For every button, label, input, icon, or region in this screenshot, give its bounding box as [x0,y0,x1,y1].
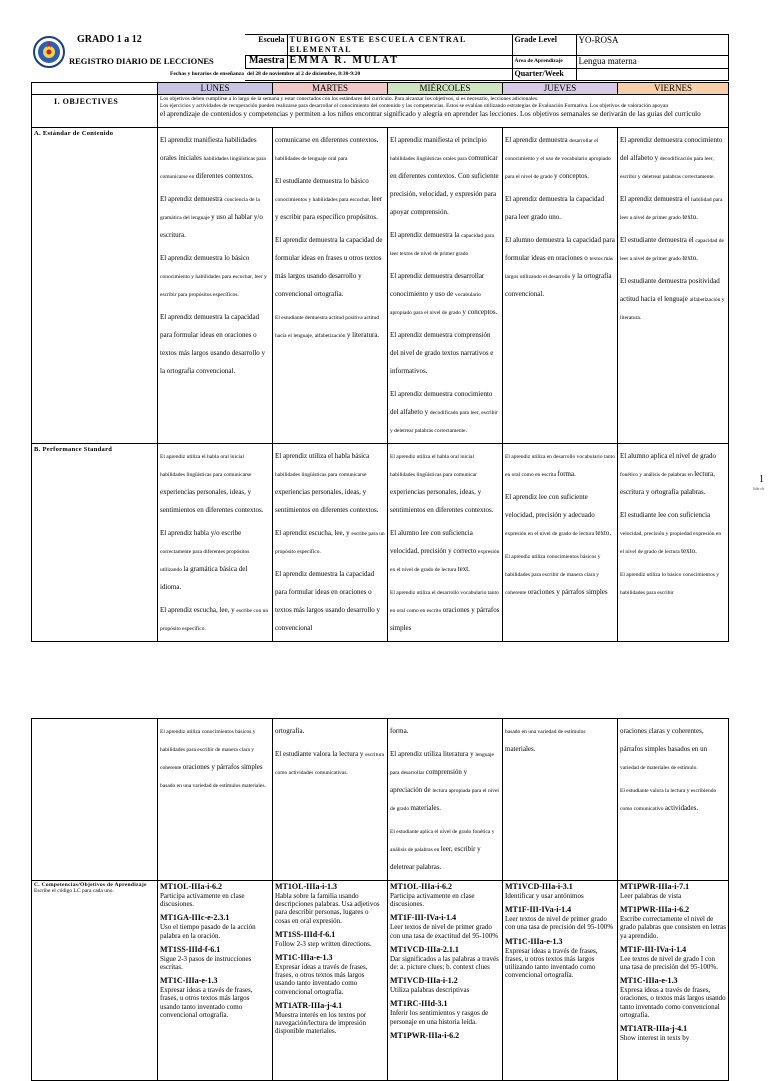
competency-text: Expresar ideas a través de frases, frases, u otros textos más largos utilizando tanto inventado como convencional ortografía. [505,946,598,980]
standard-text: lectura apropiada para el nivel de grado [390,788,499,812]
standard-paragraph [390,820,500,874]
cont-miercoles [388,719,503,881]
competency-item [620,945,726,971]
competency-item [160,913,270,939]
competency-text: Dar significados a las palabras a través de: a. picture clues; b. context clues [390,954,499,972]
standard-text: y literatura. [346,331,380,339]
standard-text: El aprendiz utiliza el habla oral inicial habilidades lingüísticas para comunicar [390,454,477,478]
competency-text: Habla sobre la familia usando descripciones palabras. Usa adjetivos para describir personas, lugares o cosas en oral expresión. [275,892,380,925]
standard-text: conciencia de la gramática del lenguaje [160,197,260,221]
standard-text: El alumno lee con suficiencia velocidad, precisión y correcto [390,529,479,555]
competency-code: MT1F-III-IVa-i-1.4 [620,944,687,954]
standard-text: comunicar en diferentes contextos. Con suficiente precisión, velocidad, y expresión para apoyar comprensión. [390,154,499,216]
competency-code: MT1SS-IIId-f-6.1 [275,929,336,939]
competency-code: MT1ATR-IIIa-j-4.1 [620,1024,688,1034]
standard-paragraph [275,445,385,517]
standard-text: leer, escribir y deletrear palabras. [390,845,481,871]
competency-item [275,882,385,925]
standard-text: El estudiante demuestra actitud positiva actitud hacia el lenguaje, alfabetización [275,315,380,339]
standard-text: El aprendiz demuestra desarrollar conocimiento y uso de [390,272,485,298]
standard-text: comprensión y apreciación de [390,768,468,794]
competency-item [390,945,500,971]
competency-code: MT1RC-IIId-3.1 [390,999,448,1009]
competency-code: MT1C-IIIa-e-1.3 [620,976,678,986]
competency-text: Inferir los sentimientos y rasgos de personaje en una historia leída. [390,1009,489,1026]
standard-paragraph [160,522,270,594]
standard-paragraph [620,720,726,774]
standard-paragraph [620,188,726,224]
standard-text: correctamente para diferentes propósitos utilizando [160,549,250,573]
competency-text: Expresar ideas a través de frases, frases, u otros textos más largos usando tanto inventado como convencional ortografía. [160,986,253,1019]
standard-text: El aprendiz demuestra la [390,231,462,239]
competency-code: MT1ATR-IIIa-j-4.1 [275,1000,343,1010]
cs-lunes [158,128,273,444]
standard-text: text. [457,565,470,573]
ps-jueves [503,444,618,642]
standard-text: habilidades lingüísticas para comunicarse en [160,156,266,180]
standard-text: El aprendiz demuestra lo básico [160,254,250,262]
standard-paragraph [620,779,726,815]
standard-text: El aprendiz utiliza conocimientos básicos y habilidades para escribir de manera clara y coherente [505,554,601,596]
comp-viernes [618,881,729,1081]
standard-paragraph [275,720,385,738]
competency-text: Leer textos de nivel de primer grado con una tasa de precisión del 95-100% [505,915,614,932]
standard-paragraph [275,522,385,558]
standard-paragraph [160,188,270,242]
competency-code: MT1PWR-IIIa-i-6.2 [620,905,690,915]
quarter-value [576,69,728,81]
objectives-line1: Los objetivos deben cumplirse a lo largo de la semana y estar conectados con los estándares del currículo. Para alcanzar los objetivos, si es necesario, lecciones adicionales. [160,96,539,102]
standard-text: escribe con un propósito específico. [160,608,269,632]
standard-paragraph [390,743,500,815]
standard-text: El alumno aplica el nivel de grado [620,452,717,460]
page-footer: lide.ch [753,486,764,491]
competency-text: Leer palabras de vista [620,892,682,900]
standard-text: basado en una variedad de estímulos [505,729,586,735]
competency-code: MT1PWR-IIIa-i-6.2 [390,1030,460,1040]
ps-miercoles [388,444,503,642]
competency-text: Participa activamente en clase discusiones. [390,892,475,909]
ps-viernes [618,444,729,642]
standard-text: habilidad para leer a nivel de primer grado [620,197,723,221]
standard-paragraph [390,383,500,437]
standard-text: lenguaje para desarrollar [390,752,494,776]
standard-text: El aprendiz demuestra la capacidad para formular ideas en oraciones o textos más largos usando desarrollo y convencional [275,570,381,632]
teacher-label: Maestra [245,56,287,69]
competencies-label-cell [32,881,158,1081]
standard-text: habilidades de lenguaje oral para [275,156,348,162]
standard-text: velocidad, precisión y propiedad expresión en el nivel de grado de lectura [620,531,722,555]
competency-text: Show interest in texts by [620,1034,690,1043]
competency-text: Follow 2-3 step written directions. [275,939,372,948]
standard-text: alfabetización y literatura. [620,297,725,321]
standard-text: forma. [557,470,576,478]
standard-text: escritura como actividades comunicativas. [275,752,385,776]
competency-text: Muestra interés en los textos por navegación/lectura de impresión disponible materiales. [275,1010,367,1036]
school-label: Escuela [245,35,287,56]
cont-martes [273,719,388,881]
comp-miercoles [388,881,503,1081]
competency-code: MT1VCD-IIIa-2.1.1 [390,944,459,954]
standard-text: variedad de materiales de estímulo. [620,765,698,771]
cs-martes [273,128,388,444]
standard-text: y conceptos. [462,308,498,316]
day-miercoles: MIÉRCOLES [388,83,503,95]
competency-item [620,882,726,900]
competency-item [160,882,270,908]
competency-item [275,953,385,996]
standard-text: El estudiante demuestra lo básico [275,177,369,185]
competency-item [160,976,270,1019]
competency-item [505,937,615,980]
standard-text: leer y escribir para específico propósitos. [275,195,383,221]
standard-text: y la ortografía convencional. [505,272,612,298]
competency-text: Lee textos de nivel de grado I con una tasa de precisión del 95-100%. [620,954,718,972]
competency-text: Participa activamente en clase discusiones. [160,892,245,909]
standard-paragraph [505,486,615,540]
standard-text: decodificación para leer, escribir y deletrear palabras correctamente. [620,156,715,180]
standard-text: expresión en el nivel de grado de lectura [390,549,500,573]
standard-text: experiencias personales, ideas, y sentimientos en diferentes contextos. [275,488,379,514]
competency-code: MT1PWR-IIIa-i-7.1 [620,882,690,891]
standard-paragraph [390,445,500,517]
standard-text: El aprendiz demuestra comprensión del nivel de grado textos narrativos e informativos. [390,331,494,375]
grade-level-label: Grade Level [512,35,576,56]
standard-text: El aprendiz utiliza literatura y [390,750,476,758]
cont-lunes [158,719,273,881]
standard-text: texto. [682,213,699,221]
standard-paragraph [160,247,270,301]
standard-paragraph [160,129,270,183]
standard-paragraph [390,265,500,319]
comp-jueves [503,881,618,1081]
standard-text: El aprendiz manifiesta habilidades orales iniciales [160,136,257,162]
standard-text: El estudiante demuestra positividad actitud hacia el lenguaje [620,277,720,303]
standard-paragraph [390,720,500,738]
competency-code: MT1OL-IIIa-i-6.2 [160,882,222,891]
standard-text: actividades. [664,804,699,812]
competency-item [620,976,726,1019]
standard-text: El aprendiz demuestra conocimiento del alfabeto y [620,136,723,162]
standard-text: El estudiante valora la lectura y [275,750,366,758]
day-martes: MARTES [273,83,388,95]
standard-text: y conceptos. [554,172,590,180]
standard-text: texto. [681,547,697,555]
quarter-label: Quarter/Week [512,69,576,81]
ps-martes [273,444,388,642]
lesson-table-page2 [31,718,729,1081]
competency-text: Uso el tiempo pasado de la acción palabra en la oración. [160,923,256,940]
cont-viernes [618,719,729,881]
standard-paragraph [505,545,615,599]
content-standard-label: A. Estándar de Contenido [32,128,158,444]
standard-text: El aprendiz escucha, lee, y [160,606,237,614]
competency-code: MT1F-III-IVa-i-1.4 [505,905,572,915]
competency-item [390,1031,500,1041]
day-viernes: VIERNES [618,83,729,95]
grade-range: GRADO 1 a 12 [77,33,142,45]
cs-miercoles [388,128,503,444]
standard-text: El alumno demuestra la capacidad para formular ideas en oraciones o [505,236,615,262]
standard-paragraph [505,129,615,183]
standard-text: la gramática básica del idioma. [160,565,248,591]
standard-text: decodificado para leer, escribir y deletrear palabras correctamente. [390,410,498,434]
standard-paragraph [160,720,270,792]
standard-paragraph [275,563,385,635]
header-block [31,33,728,78]
standard-text: expresión en el nivel de grado de lectura [505,531,596,537]
standard-paragraph [390,324,500,378]
competency-code: MT1VCD-IIIa-i-3.1 [505,882,573,891]
competency-item [505,905,615,931]
competency-code: MT1F-III-IVa-i-1.4 [390,913,457,923]
competency-code: MT1SS-IIId-f-6.1 [160,944,221,954]
standard-text: diferentes contextos. [195,172,254,180]
standard-text: oraciones y párrafos simples [182,763,263,771]
area-label: Área de Aprendizaje [512,56,576,69]
standard-text: vocabulario apropiado para el nivel de grado [390,292,481,316]
school-value: TUBIGON ESTE ESCUELA CENTRAL ELEMENTAL [287,35,512,56]
standard-text: textos más largos utilizando el desarrollo [505,256,613,280]
standard-text: El aprendiz utiliza el habla oral inicial habilidades lingüísticas para comunicarse [160,454,252,478]
corner-cell [32,83,158,95]
standard-text: lectura, escritura y ortografía palabras. [620,470,716,496]
competency-item [620,905,726,940]
standard-text: fonético y análisis de palabras en [620,472,695,478]
competency-item [160,945,270,971]
standard-text: El aprendiz utiliza el desarrollo vocabulario tanto en oral como en escrito [390,590,499,614]
cont-jueves [503,719,618,881]
competency-text: Escribe correctamente el nivel de grado palabras que consisten en letras ya aprendido. [620,915,726,940]
lesson-table-page1 [31,82,729,642]
standard-text: experiencias personales, ideas, y sentimientos en diferentes contextos. [160,488,264,514]
teacher-value: EMMA R. MULAT [287,56,512,69]
objectives-line2: Los ejercicios y actividades de recuperación pueden realizarse para desarrollar el conocimiento del contenido y las competencias. Estos se evalúan utilizando estrategias de Evaluación Formativa. Los objetivos de valoración apoyan [160,103,669,109]
standard-text: materiales. [505,745,536,753]
standard-text: materiales. [410,804,441,812]
performance-standard-label: B. Performance Standard [32,444,158,642]
standard-text: El estudiante lee con suficiencia [620,511,711,519]
standard-text: El estudiante aplica el nivel de grado fonética y análisis de palabras en [390,829,495,853]
standard-paragraph [275,170,385,224]
standard-text: capacidad de leer a nivel de primer grado [620,238,724,262]
standard-paragraph [620,563,726,599]
standard-text: habilidades lingüísticas orales para [390,156,469,162]
standard-text: oraciones y párrafos simples [390,606,500,632]
standard-text: oraciones y párrafos simples [527,588,608,596]
standard-text: escribe para un propósito específico. [275,531,385,555]
competency-code: MT1GA-IIIc-e-2.3.1 [160,913,230,923]
standard-text: forma. [390,727,409,735]
standard-paragraph [505,229,615,301]
standard-paragraph [275,306,385,342]
standard-text: El aprendiz demuestra la capacidad para formular ideas en oraciones o textos más largos usando desarrollo y la ortografía convencional. [160,313,266,375]
standard-text: experiencias personales, ideas, y sentimientos en diferentes contextos. [390,488,494,514]
standard-text: conocimiento y habilidades para escuchar, leer y escribir para propósitos específicos. [160,274,267,298]
standard-text: El aprendiz escucha, lee, y [275,529,352,537]
standard-paragraph [505,445,615,481]
standard-paragraph [505,720,615,756]
standard-paragraph [390,224,500,260]
comp-lunes [158,881,273,1081]
competency-item [505,882,615,900]
competency-item [390,913,500,939]
competency-item [390,882,500,908]
standard-text: desarrollar el conocimiento y el uso de vocabulario apropiado para el nivel de grado [505,138,611,180]
standard-text: El aprendiz demuestra el [620,195,692,203]
competency-item [390,976,500,994]
deped-seal-icon [33,36,65,68]
objectives-text [158,95,729,128]
dates-value: del 28 de noviembre al 2 de diciembre, 8:30-9:20 [245,69,512,81]
standard-text: basado en una variedad de estímulos materiales. [160,783,266,789]
objectives-label: I. OBJECTIVES [32,95,158,128]
comp-martes [273,881,388,1081]
standard-paragraph [620,270,726,324]
standard-paragraph [620,445,726,499]
cs-viernes [618,128,729,444]
standard-text: El aprendiz lee con suficiente velocidad, precisión y adecuado [505,493,595,519]
standard-paragraph [620,504,726,558]
standard-paragraph [505,188,615,224]
competency-text: Utiliza palabras descriptivas [390,986,470,995]
day-lunes: LUNES [158,83,273,95]
standard-text: El estudiante valora la lectura y escribiendo como comunicativo [620,788,717,812]
competency-code: MT1C-IIIa-e-1.3 [275,953,333,963]
cs-jueves [503,128,618,444]
standard-paragraph [160,306,270,378]
standard-text: capacidad para leer textos de nivel de primer grado [390,233,494,257]
competency-item [275,930,385,948]
competencies-sub: Escribe el código LC para cada uno. [34,888,114,894]
standard-text: El aprendiz demuestra la capacidad para leer grado uno. [505,195,605,221]
standard-text: texto. [595,529,612,537]
competency-text: Leer textos de nivel de primer grado con una tasa de exactitud del 95-100% [390,923,499,940]
grade-level-value: YO-ROSA [576,35,728,56]
standard-paragraph [160,599,270,635]
page-number: 1 [759,474,764,485]
competency-code: MT1VCD-IIIa-i-1.2 [390,976,458,986]
competency-text: Identificar y usar antónimos [505,892,584,900]
standard-text: El aprendiz demuestra la capacidad de formular ideas en frases u otros textos más largos usando desarrollo y convencional ortografía. [275,236,383,298]
competency-text: Expresar ideas a través de frases, frases, o otros textos más largos usando tanto inventado como convencional ortografía. [275,963,368,996]
standard-paragraph [620,229,726,265]
competencies-label: C. Competencias/Objetivos de Aprendizaje [34,882,147,888]
standard-text: oraciones claras y coherentes, párrafos simples basados en un [620,727,708,753]
cont-label-cell [32,719,158,881]
ps-lunes [158,444,273,642]
standard-paragraph [275,743,385,779]
competency-item [275,1001,385,1036]
competency-text: Sigue 2-3 pasos de instrucciones escritas. [160,954,252,972]
standard-text: conocimientos y habilidades para escuchar, [275,197,372,203]
standard-text: El aprendiz habla y/o escribe [160,529,242,537]
competency-code: MT1C-IIIa-e-1.3 [505,936,563,946]
standard-paragraph [275,129,385,165]
standard-text: y uso al hablar y/o escritura. [160,213,263,239]
objectives-line3: el aprendizaje de contenidos y competencias y permiten a los niños encontrar significado y alegría en aprender las lecciones. Los objetivos semanales se derivarán de las guías del currículo [160,110,701,118]
standard-paragraph [275,229,385,301]
standard-text: comunicarse en diferentes contextos. [275,136,379,144]
dates-label: Fechas y horarios de enseñanza [170,70,244,77]
standard-text: El aprendiz utiliza en desarrollo vocabulario tanto en oral como en escrita [505,454,615,478]
document-title: REGISTRO DIARIO DE LECCIONES [69,55,214,66]
standard-text: El aprendiz demuestra conocimiento del alfabeto y [390,390,493,416]
competency-text: Expresa ideas a través de frases, oraciones, o textos más largos usando tanto inventado como convencional ortografía. [620,986,726,1019]
day-jueves: JUEVES [503,83,618,95]
standard-text: El aprendiz demuestra [160,195,225,203]
competency-item [390,999,500,1025]
standard-paragraph [390,581,500,635]
standard-text: El aprendiz utiliza conocimientos básicos y habilidades para escribir de manera clara y coherente [160,729,256,771]
area-value: Lengua materna [576,56,728,69]
standard-paragraph [390,129,500,219]
standard-text: texto. [682,254,699,262]
competency-item [620,1024,726,1042]
competency-code: MT1OL-IIIa-i-6.2 [390,882,452,891]
standard-text: El aprendiz utiliza el habla básica [275,452,370,460]
standard-paragraph [390,522,500,576]
competency-code: MT1OL-IIIa-i-1.3 [275,882,337,891]
standard-text: El estudiante demuestra el [620,236,696,244]
standard-text: ortografía. [275,727,305,735]
standard-text: El aprendiz utiliza lo básico conocimientos y habilidades para escribir [620,572,719,596]
competency-code: MT1C-IIIa-e-1.3 [160,976,218,986]
standard-paragraph [620,129,726,183]
standard-text: El aprendiz demuestra [505,136,570,144]
standard-paragraph [160,445,270,517]
standard-text: El aprendiz manifiesta el principio [390,136,487,144]
standard-text: habilidades lingüísticas para comunicarse [275,472,367,478]
